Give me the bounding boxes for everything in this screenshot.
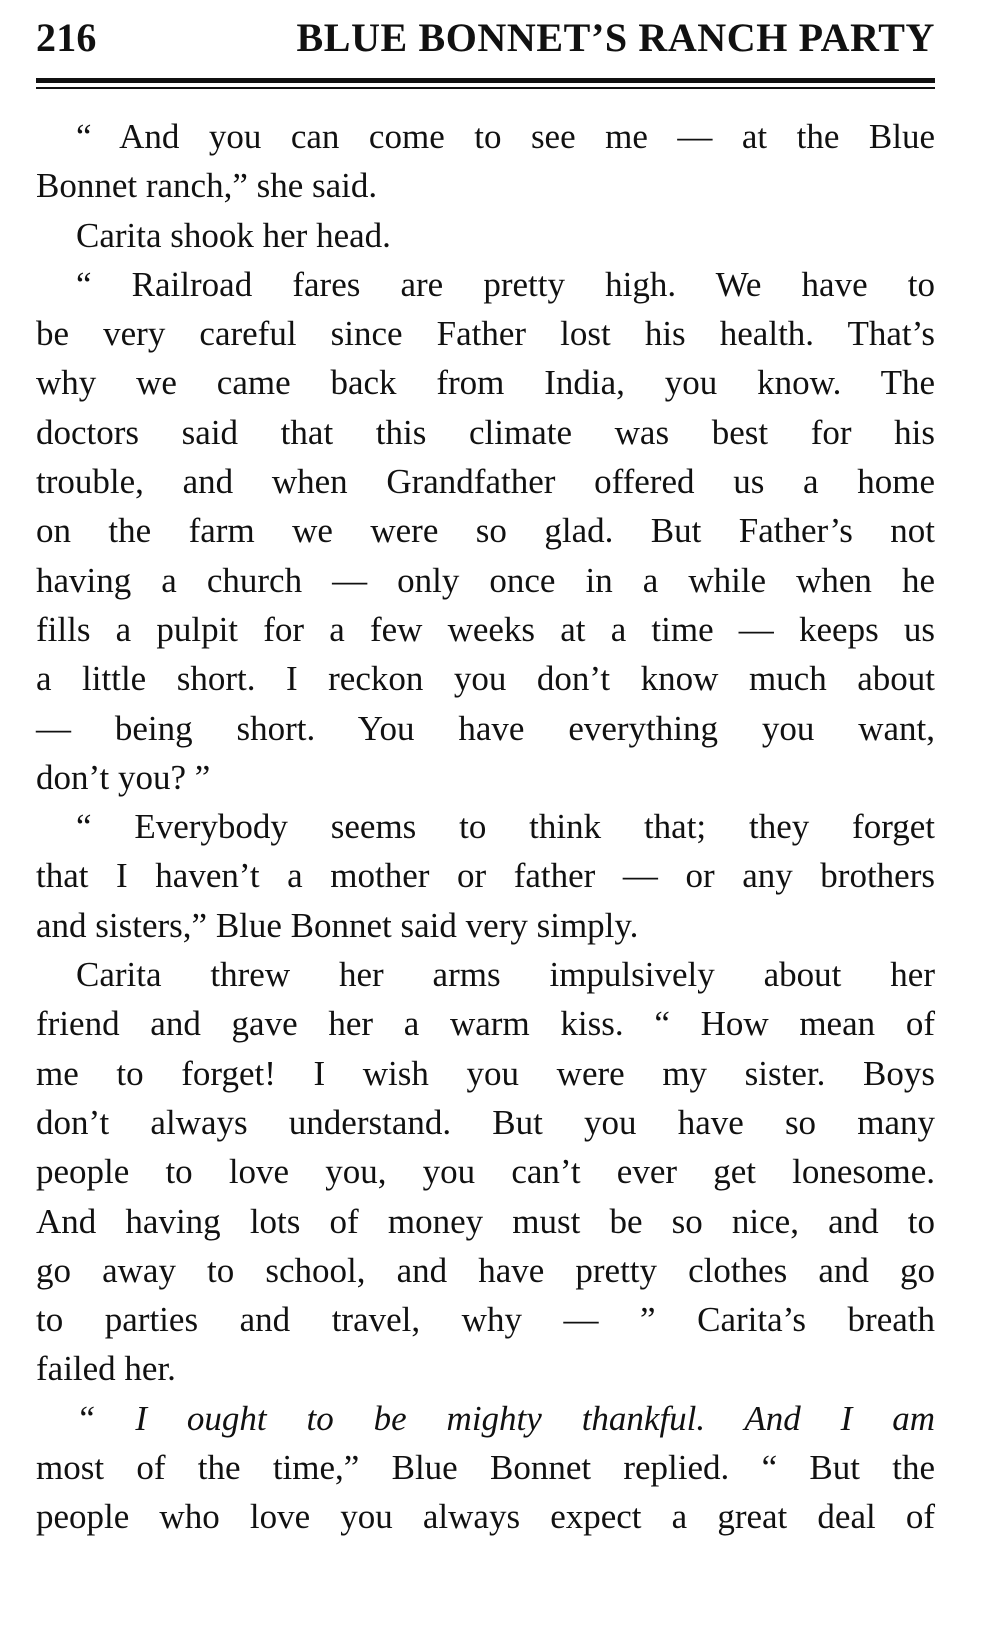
text-line: — being short. You have everything you want,: [36, 708, 935, 748]
text-line: people to love you, you can’t ever get lonesome.: [36, 1152, 935, 1192]
header-rule-thick: [36, 78, 935, 83]
paragraph: [36, 950, 935, 1394]
body-text: [36, 112, 935, 1542]
text-line: a little short. I reckon you don’t know much about: [36, 659, 935, 699]
text-line: don’t you? ”: [36, 757, 211, 797]
book-page: [36, 0, 935, 1633]
running-title: BLUE BONNET’S RANCH PARTY: [296, 15, 935, 60]
paragraph: [36, 260, 935, 802]
paragraph: [36, 112, 935, 211]
text-line: having a church — only once in a while when he: [36, 560, 935, 600]
text-line: And having lots of money must be so nice, and to: [36, 1201, 935, 1241]
text-line: don’t always understand. But you have so many: [36, 1102, 935, 1142]
paragraph: [36, 211, 935, 260]
text-line: friend and gave her a warm kiss. “ How mean of: [36, 1004, 935, 1044]
text-line: Carita threw her arms impulsively about her: [76, 955, 935, 995]
text-line: people who love you always expect a great deal of: [36, 1497, 935, 1537]
text-line: go away to school, and have pretty clothes and go: [36, 1250, 935, 1290]
header-rule-thin: [36, 87, 935, 89]
text-line: Bonnet ranch,” she said.: [36, 166, 378, 206]
text-line: trouble, and when Grandfather offered us a home: [36, 462, 935, 502]
paragraph: [36, 802, 935, 950]
text-line: doctors said that this climate was best for his: [36, 412, 935, 452]
text-line: and sisters,” Blue Bonnet said very simply.: [36, 905, 639, 945]
text-line: “ I ought to be mighty thankful. And I am: [76, 1398, 935, 1438]
text-line: why we came back from India, you know. The: [36, 363, 935, 403]
text-line: be very careful since Father lost his health. That’s: [36, 314, 935, 354]
page-number: 216: [36, 15, 97, 60]
text-line: fills a pulpit for a few weeks at a time — keeps us: [36, 609, 935, 649]
text-line: “ And you can come to see me — at the Blue: [76, 117, 935, 156]
running-header: [36, 14, 935, 74]
paragraph: [36, 1394, 935, 1542]
text-line: me to forget! I wish you were my sister. Boys: [36, 1053, 935, 1093]
text-line: most of the time,” Blue Bonnet replied. “ But the: [36, 1448, 935, 1488]
text-line: on the farm we were so glad. But Father’s not: [36, 511, 935, 551]
text-line: that I haven’t a mother or father — or any brothers: [36, 856, 935, 896]
text-line: failed her.: [36, 1349, 176, 1389]
text-line: “ Everybody seems to think that; they forget: [76, 807, 935, 847]
text-line: Carita shook her head.: [76, 215, 391, 255]
text-line: to parties and travel, why — ” Carita’s breath: [36, 1300, 935, 1340]
text-line: “ Railroad fares are pretty high. We have to: [76, 264, 935, 304]
